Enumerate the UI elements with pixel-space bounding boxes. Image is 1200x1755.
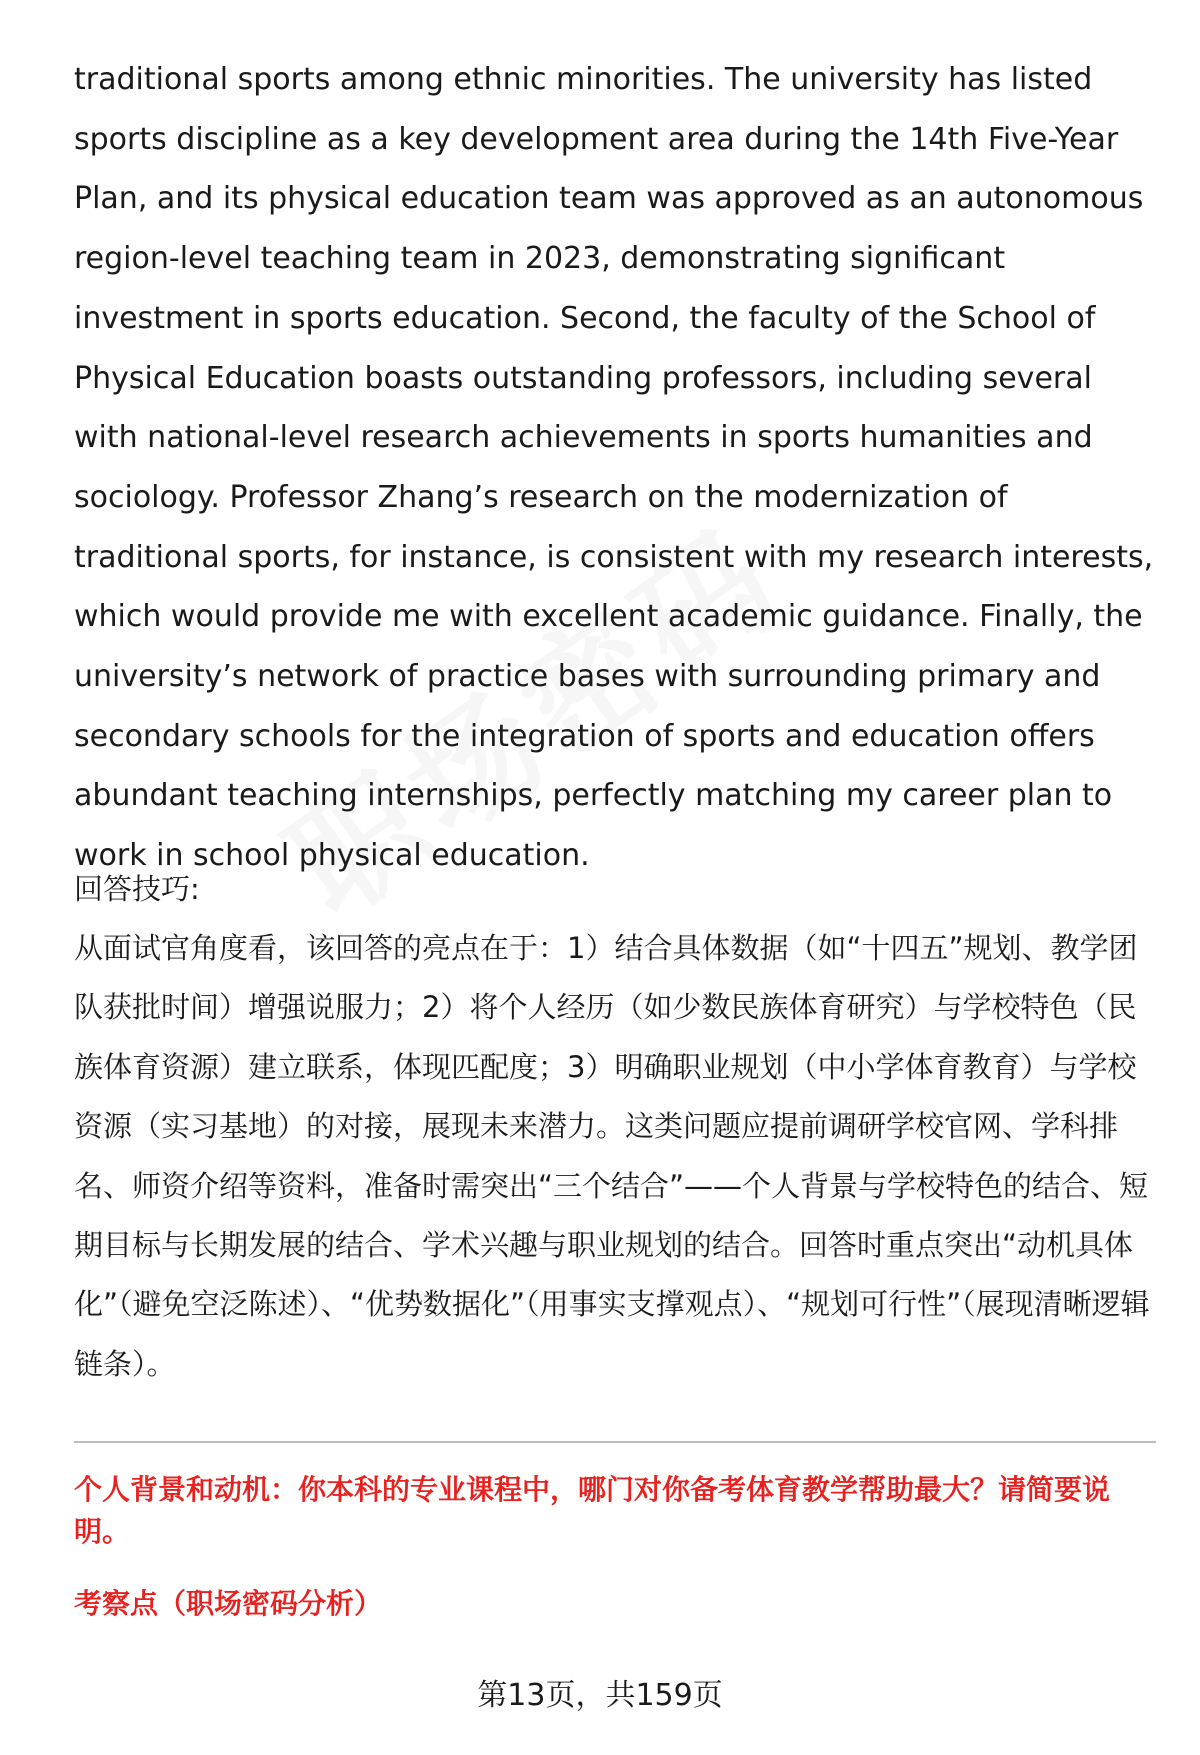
tips-body: 从面试官角度看，该回答的亮点在于：1）结合具体数据（如“十四五”规划、教学团队获批时间）增强说服力；2）将个人经历（如少数民族体育研究）与学校特色（民族体育资源）建立联系，体现匹配度；3）明确职业规划（中小学体育教育）与学校资源（实习基地）的对接，展现未来潜力。这类问题应提前调研学校官网、学科排名、师资介绍等资料，准备时需突出“三个结合”——个人背景与学校特色的结合、短期目标与长期发展的结合、学术兴趣与职业规划的结合。回答时重点突出“动机具体化”（避免空泛陈述）、“优势数据化”（用事实支撑观点）、“规划可行性”（展现清晰逻辑链条）。 — [74, 931, 1150, 1381]
section-divider — [74, 1441, 1156, 1443]
english-answer-paragraph: traditional sports among ethnic minorities. The university has listed sports discipline as a key development area during the 14th Five-Year Plan, and its physical education team was approved as an autonomous region-level teaching team in 2023, demonstrating significant investment in sports education. Second, the faculty of the School of Physical Education boasts outstanding professors, including several with national-level research achievements in sports humanities and sociology. Professor Zhang’s research on the modernization of traditional sports, for instance, is consistent with my research interests, which would provide me with excellent academic guidance. Finally, the university’s network of practice bases with surrounding primary and secondary schools for the integration of sports and education offers abundant teaching internships, perfectly matching my career plan to work in school physical education. — [74, 62, 1154, 874]
page-number: 第13页，共159页 — [477, 1678, 723, 1713]
answer-tips-section — [74, 860, 1154, 1394]
question-title: 个人背景和动机：你本科的专业课程中，哪门对你备考体育教学帮助最大？请简要说明。 — [74, 1473, 1111, 1548]
tips-heading: 回答技巧: — [74, 872, 200, 906]
exam-point-heading: 考察点（职场密码分析） — [74, 1587, 383, 1620]
